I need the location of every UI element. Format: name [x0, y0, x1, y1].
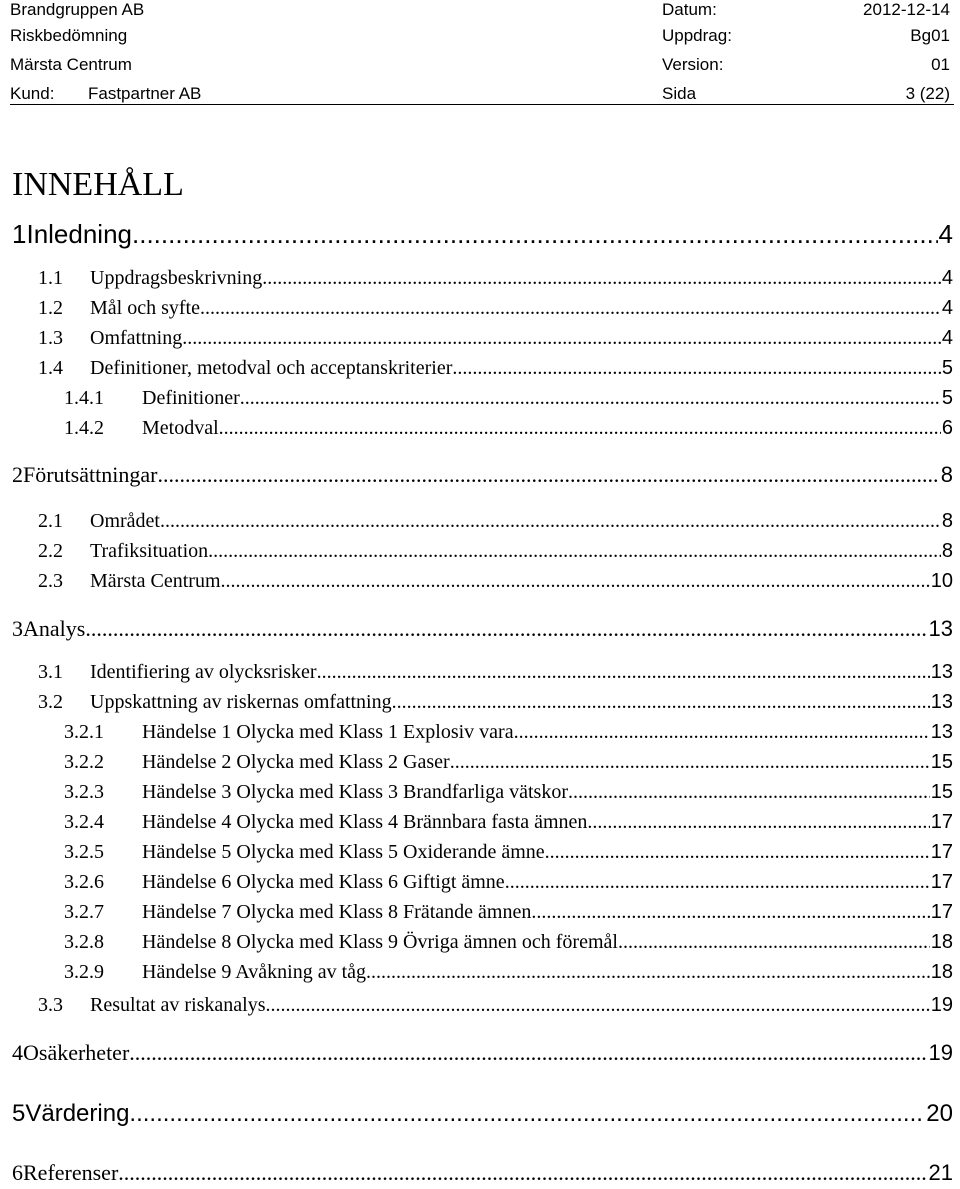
toc-leader: [366, 959, 930, 985]
toc-leader: [208, 538, 941, 564]
header-project: Märsta Centrum: [10, 55, 132, 74]
toc-label: Analys: [23, 616, 86, 641]
toc-entry-4[interactable]: [12, 1038, 953, 1068]
toc-page: 17: [930, 901, 953, 923]
toc-label: Händelse 8 Olycka med Klass 9 Övriga ämnen och föremål: [142, 931, 618, 953]
toc-entry-2-2[interactable]: [38, 538, 953, 564]
toc-page: 17: [930, 871, 953, 893]
toc-leader: [160, 508, 941, 534]
header-rule: [10, 104, 954, 105]
toc-leader: [545, 839, 930, 865]
toc-page: 13: [928, 616, 953, 641]
header-row-4: [0, 84, 960, 113]
toc-label: Förutsättningar: [23, 462, 158, 487]
toc-entry-3-2-5[interactable]: [64, 839, 953, 865]
toc-number: 1: [12, 219, 27, 249]
toc-label: Området: [90, 510, 160, 532]
toc-number: 3.2.2: [64, 751, 104, 773]
toc-number: 4: [12, 1040, 23, 1065]
toc-leader: [266, 992, 930, 1018]
toc-page: 4: [938, 219, 953, 249]
toc-label: Märsta Centrum: [90, 570, 221, 592]
header-label-datum: Datum:: [662, 0, 717, 19]
toc-page: 8: [940, 462, 953, 487]
toc-leader: [587, 809, 929, 835]
toc-entry-1-3[interactable]: [38, 325, 953, 351]
toc-leader: [317, 659, 930, 685]
toc-entry-1[interactable]: [12, 218, 953, 250]
toc-number: 3.2.5: [64, 841, 104, 863]
toc-label: Värdering: [25, 1100, 130, 1127]
toc-entry-3-2-2[interactable]: [64, 749, 953, 775]
toc-page: 5: [941, 387, 953, 409]
toc-entry-3-3[interactable]: [38, 992, 953, 1018]
header-doc-type: Riskbedömning: [10, 26, 128, 45]
toc-entry-3-1[interactable]: [38, 659, 953, 685]
toc-page: 19: [928, 1040, 953, 1065]
toc-number: 2.3: [38, 570, 63, 592]
toc-number: 3.2.9: [64, 961, 104, 983]
toc-leader: [129, 1098, 925, 1130]
toc-number: 3.2: [38, 691, 63, 713]
toc-entry-3[interactable]: [12, 614, 953, 644]
toc-number: 2: [12, 462, 23, 487]
toc-leader: [450, 749, 930, 775]
header-label-uppdrag: Uppdrag:: [662, 26, 732, 45]
toc-page: 4: [941, 327, 953, 349]
header-value-uppdrag: Bg01: [910, 26, 950, 45]
toc-number: 3.2.7: [64, 901, 104, 923]
toc-label: Osäkerheter: [23, 1040, 130, 1065]
toc-entry-3-2-1[interactable]: [64, 719, 953, 745]
header-label-sida: Sida: [662, 84, 697, 103]
toc-entry-2[interactable]: [12, 460, 953, 490]
toc-page: 17: [930, 811, 953, 833]
toc-entry-5[interactable]: [12, 1098, 953, 1130]
toc-label: Händelse 7 Olycka med Klass 8 Frätande ämnen: [142, 901, 532, 923]
toc-leader: [221, 568, 930, 594]
toc-page: 18: [930, 931, 953, 953]
toc-label: Resultat av riskanalys: [90, 994, 266, 1016]
header-label-version: Version:: [662, 55, 724, 74]
toc-label: Omfattning: [90, 327, 183, 349]
toc-label: Händelse 1 Olycka med Klass 1 Explosiv vara: [142, 721, 514, 743]
toc-label: Händelse 9 Avåkning av tåg: [142, 961, 367, 983]
toc-page: 19: [930, 994, 953, 1016]
toc-label: Mål och syfte: [90, 297, 200, 319]
header-value-sida: 3 (22): [905, 84, 950, 103]
page-title: INNEHÅLL: [12, 166, 184, 203]
toc-leader: [452, 355, 941, 381]
toc-leader: [262, 265, 941, 291]
toc-page: 5: [941, 357, 953, 379]
header-row-2: [0, 26, 960, 55]
header-value-kund: Fastpartner AB: [88, 84, 202, 103]
toc-number: 1.3: [38, 327, 63, 349]
toc-page: 15: [930, 781, 953, 803]
toc-entry-1-4-1[interactable]: [64, 385, 953, 411]
toc-number: 1.4.2: [64, 417, 104, 439]
toc-number: 3.1: [38, 661, 63, 683]
toc-leader: [219, 415, 941, 441]
header-company: Brandgruppen AB: [10, 0, 145, 19]
toc-label: Trafiksituation: [90, 540, 209, 562]
toc-number: 3: [12, 616, 23, 641]
toc-number: 6: [12, 1160, 23, 1185]
toc-page: 13: [930, 721, 953, 743]
toc-leader: [392, 689, 930, 715]
toc-number: 1.4.1: [64, 387, 104, 409]
toc-leader: [182, 325, 941, 351]
toc-page: 15: [930, 751, 953, 773]
toc-entry-1-4[interactable]: [38, 355, 953, 381]
toc-label: Händelse 5 Olycka med Klass 5 Oxiderande ämne: [142, 841, 545, 863]
toc-number: 3.2.1: [64, 721, 104, 743]
header-value-version: 01: [931, 55, 950, 74]
toc-number: 3.2.6: [64, 871, 104, 893]
toc-leader: [200, 295, 941, 321]
toc-entry-3-2[interactable]: [38, 689, 953, 715]
toc-number: 1.1: [38, 267, 63, 289]
toc-leader: [240, 385, 941, 411]
toc-label: Händelse 2 Olycka med Klass 2 Gaser: [142, 751, 450, 773]
toc-page: 20: [926, 1100, 953, 1127]
toc-label: Identifiering av olycksrisker: [90, 661, 317, 683]
toc-label: Händelse 6 Olycka med Klass 6 Giftigt ämne: [142, 871, 505, 893]
toc-entry-3-2-3[interactable]: [64, 779, 953, 805]
toc-number: 5: [12, 1100, 26, 1127]
toc-leader: [505, 869, 930, 895]
toc-number: 3.3: [38, 994, 63, 1016]
toc-page: 13: [930, 661, 953, 683]
toc-page: 18: [930, 961, 953, 983]
toc-entry-6[interactable]: [12, 1158, 953, 1188]
toc-page: 8: [941, 510, 953, 532]
header-row-1: [0, 0, 960, 29]
toc-label: Definitioner: [142, 387, 240, 409]
toc-number: 1.2: [38, 297, 63, 319]
toc-entry-3-2-4[interactable]: [64, 809, 953, 835]
toc-label: Händelse 4 Olycka med Klass 4 Brännbara fasta ämnen: [142, 811, 588, 833]
toc-page: 4: [941, 297, 953, 319]
toc-leader: [618, 929, 930, 955]
toc-label: Uppskattning av riskernas omfattning: [90, 691, 392, 713]
toc-leader: [129, 1038, 927, 1068]
toc-number: 3.2.3: [64, 781, 104, 803]
toc-leader: [531, 899, 929, 925]
toc-number: 2.1: [38, 510, 63, 532]
toc-leader: [514, 719, 930, 745]
toc-leader: [118, 1158, 927, 1188]
toc-page: 6: [941, 417, 953, 439]
toc-entry-1-1[interactable]: [38, 265, 953, 291]
toc-entry-2-3[interactable]: [38, 568, 953, 594]
header-label-kund: Kund:: [10, 84, 55, 103]
toc-label: Händelse 3 Olycka med Klass 3 Brandfarliga vätskor: [142, 781, 568, 803]
toc-number: 1.4: [38, 357, 63, 379]
toc-page: 21: [928, 1160, 953, 1185]
toc-label: Metodval: [142, 417, 219, 439]
toc-label: Uppdragsbeskrivning: [90, 267, 263, 289]
toc-number: 3.2.4: [64, 811, 104, 833]
toc-leader: [568, 779, 930, 805]
toc-page: 8: [941, 540, 953, 562]
toc-leader: [132, 218, 938, 250]
header-row-3: [0, 55, 960, 84]
toc-entry-1-4-2[interactable]: [64, 415, 953, 441]
toc-entry-1-2[interactable]: [38, 295, 953, 321]
toc-label: Referenser: [23, 1160, 119, 1185]
toc-label: Inledning: [26, 219, 133, 249]
header-value-date: 2012-12-14: [863, 0, 950, 19]
toc-page: 4: [941, 267, 953, 289]
toc-leader: [157, 460, 939, 490]
toc-entry-3-2-8[interactable]: [64, 929, 953, 955]
toc-entry-3-2-9[interactable]: [64, 959, 953, 985]
toc-number: 2.2: [38, 540, 63, 562]
toc-page: 13: [930, 691, 953, 713]
toc-entry-2-1[interactable]: [38, 508, 953, 534]
toc-label: Definitioner, metodval och acceptanskriterier: [90, 357, 453, 379]
toc-entry-3-2-6[interactable]: [64, 869, 953, 895]
toc-entry-3-2-7[interactable]: [64, 899, 953, 925]
toc-leader: [85, 614, 927, 644]
toc-page: 17: [930, 841, 953, 863]
toc-page: 10: [930, 570, 953, 592]
toc-number: 3.2.8: [64, 931, 104, 953]
